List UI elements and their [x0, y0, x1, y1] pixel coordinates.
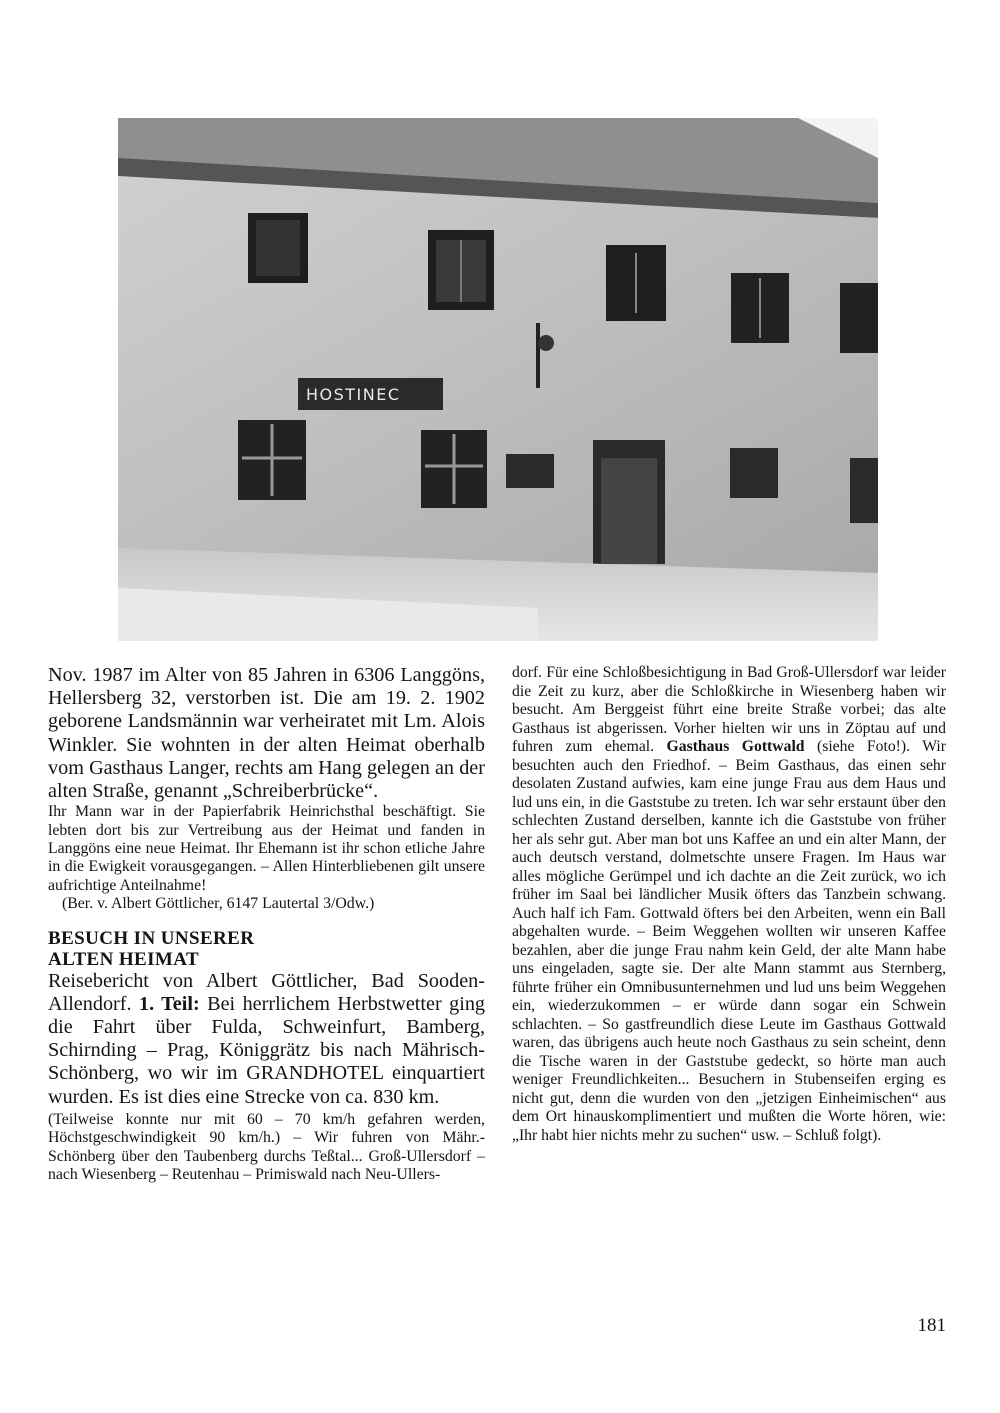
report-text-part-b: (siehe Foto!). Wir besuchten auch den Friedhof. – Beim Gasthaus, das einen sehr desolaten Zustand aufwies, kam eine junge Frau aus dem Haus und lud uns ein, in die Gaststube zu treten. Ich war sehr erstaunt über den schlechten Zustand derselben, kannte ich die Gaststube von früher her als sehr gut. Aber man bot uns Kaffee an und ein alter Mann, der auch deutsch verstand, dolmetschte unsere Fragen. Im Haus war alles mögliche Gerümpel und ich dachte an die Zeit zurück, wo ich früher im Saal bei ländlicher Musik öfters das Tanzbein schwang. Auch half ich Fam. Gottwald öfters bei den Arbeiten, wenn ein Ball abgehalten wurde. – Beim Weggehen wollten wir unseren Kaffee bezahlen, aber die junge Frau nahm kein Geld, der alte Mann habe uns eingeladen, sagte sie. Der alte Mann stammt aus Sternberg, führte früher ein Omnibusunternehmen und lud uns beim Weggehen ein, wiederzukommen – er würde dann sogar ein Schwein schlachten. – So gastfreundlich diese Leute im Gasthaus Gottwald waren, das übrigens auch heute noch Gasthaus zu sein scheint, denn die Tische waren in der Gaststube gedeckt, so hörte man auch weniger Freundlichkeiten... Besuchern in Stubenseifen erging es nicht gut, denn die wurden von den „jetzigen Einheimischen“ aus dem Ort hinauskomplimentiert und mußten die Worte hören, wie: „Ihr habt hier nichts mehr zu suchen“ usw. – Schluß folgt).: [512, 738, 946, 1144]
travel-report-continuation: [512, 664, 946, 1145]
sign-hostinec: HOSTINEC: [306, 385, 401, 404]
report-part-label: 1. Teil:: [138, 992, 200, 1015]
page-number: 181: [917, 1315, 946, 1336]
article-heading-line1: BESUCH IN UNSERER: [48, 927, 255, 949]
report-text-part-a: dorf. Für eine Schloßbesichtigung in Bad Groß-Ullersdorf war leider die Zeit zu kurz, aber die Schloßkirche in Wiesenberg haben wir besucht. Am Berggeist führt eine breite Straße vorbei; das alte Gasthaus ist abgerissen. Vorher hielten wir uns in Zöptau auf und fuhren zum ehemal.: [512, 664, 946, 755]
photo-gasthaus-gottwald: [118, 118, 878, 641]
travel-report-details: (Teilweise konnte nur mit 60 – 70 km/h gefahren werden, Höchstgeschwindigkeit 90 km/h.) – Wir fuhren von Mähr.-Schönberg über den Taubenberg durchs Teßtal... Groß-Ullersdorf – nach Wiesenberg – Reutenhau – Primiswald nach Neu-Ullers-: [48, 1110, 485, 1184]
left-column: [48, 664, 485, 1185]
report-intro-text: Reisebericht von Albert Göttlicher, Bad Sooden-Allendorf.: [48, 969, 485, 1015]
obituary-paragraph: Nov. 1987 im Alter von 85 Jahren in 6306 Langgöns, Hellersberg 32, verstorben ist. Die am 19. 2. 1902 geborene Landsmännin war verheiratet mit Lm. Alois Winkler. Sie wohnten in der alten Heimat oberhalb vom Gasthaus Langer, rechts am Hang gelegen an der alten Straße, genannt „Schreiberbrücke“.: [48, 664, 485, 803]
article-heading: [48, 928, 485, 970]
building-photo-image: [118, 118, 878, 641]
article-heading-line2: ALTEN HEIMAT: [48, 948, 200, 970]
report-route-text: Bei herrlichem Herbstwetter ging die Fahrt über Fulda, Schweinfurt, Bamberg, Schirnding – Prag, Königgrätz bis nach Mährisch-Schönberg, wo wir im GRANDHOTEL einquartiert wurden. Es ist dies eine Strecke von ca. 830 km.: [48, 992, 486, 1108]
report-source: (Ber. v. Albert Göttlicher, 6147 Lautertal 3/Odw.): [62, 895, 375, 913]
gasthaus-gottwald-bold: Gasthaus Gottwald: [666, 738, 805, 755]
right-column: [512, 664, 946, 1145]
travel-report-intro: [48, 970, 485, 1109]
obituary-details-paragraph: Ihr Mann war in der Papierfabrik Heinrichsthal beschäftigt. Sie lebten dort bis zur Vertreibung aus der Heimat und fanden in Langgöns eine neue Heimat. Ihr Ehemann ist ihr schon etliche Jahre in die Ewigkeit vorausgegangen. – Allen Hinterbliebenen gilt unsere aufrichtige Anteilnahme!: [48, 803, 485, 894]
